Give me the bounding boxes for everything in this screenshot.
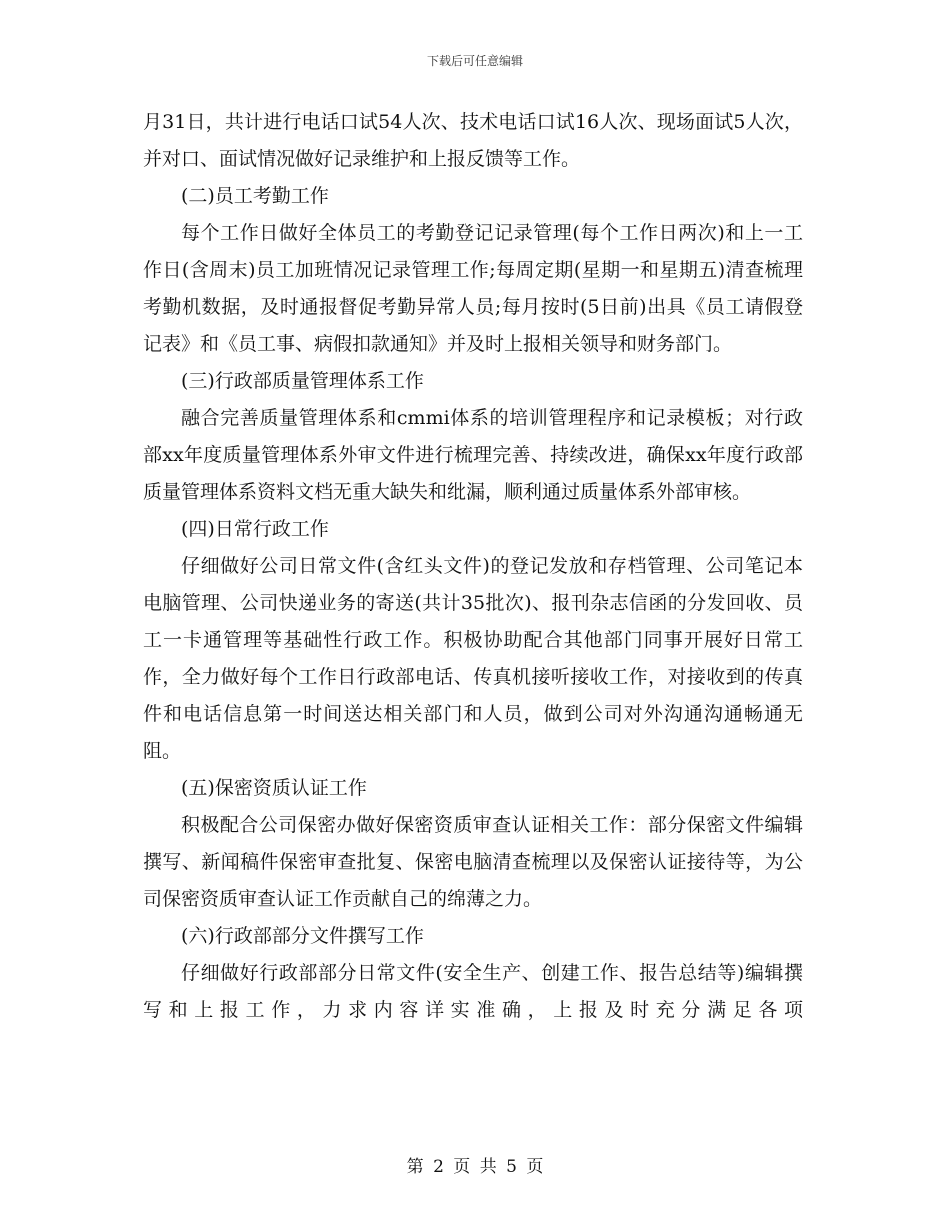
paragraph-confidentiality: 积极配合公司保密办做好保密资质审查认证相关工作：部分保密文件编辑撰写、新闻稿件保密审查批复、保密电脑清查梳理以及保密认证接待等，为公司保密资质审查认证工作贡献自己的绵薄之力。 xyxy=(143,814,803,910)
paragraph-attendance: 每个工作日做好全体员工的考勤登记记录管理(每个工作日两次)和上一工作日(含周末)员工加班情况记录管理工作;每周定期(星期一和星期五)清查梳理考勤机数据，及时通报督促考勤异常人员;每月按时(5日前)出具《员工请假登记表》和《员工事、病假扣款通知》并及时上报相关领导和财务部门。 xyxy=(143,222,803,355)
document-body xyxy=(143,104,803,1029)
section-heading-6: (六)行政部部分文件撰写工作 xyxy=(181,925,424,947)
paragraph-continued: 月31日，共计进行电话口试54人次、技术电话口试16人次、现场面试5人次，并对口、面试情况做好记录维护和上报反馈等工作。 xyxy=(143,111,803,170)
page-footer: 第 2 页 共 5 页 xyxy=(406,1157,544,1177)
section-heading-4: (四)日常行政工作 xyxy=(181,518,329,540)
section-heading-2: (二)员工考勤工作 xyxy=(181,185,329,207)
section-heading-3: (三)行政部质量管理体系工作 xyxy=(181,370,424,392)
paragraph-documents: 仔细做好行政部部分日常文件(安全生产、创建工作、报告总结等)编辑撰写和上报工作，力求内容详实准确，上报及时充分满足各项 xyxy=(143,962,803,1021)
page-header: 下载后可任意编辑 xyxy=(426,54,523,68)
section-heading-5: (五)保密资质认证工作 xyxy=(181,777,367,799)
paragraph-daily-admin: 仔细做好公司日常文件(含红头文件)的登记发放和存档管理、公司笔记本电脑管理、公司快递业务的寄送(共计35批次)、报刊杂志信函的分发回收、员工一卡通管理等基础性行政工作。积极协助配合其他部门同事开展好日常工作，全力做好每个工作日行政部电话、传真机接听接收工作，对接收到的传真件和电话信息第一时间送达相关部门和人员，做到公司对外沟通沟通畅通无阻。 xyxy=(143,555,803,762)
paragraph-quality: 融合完善质量管理体系和cmmi体系的培训管理程序和记录模板；对行政部xx年度质量管理体系外审文件进行梳理完善、持续改进，确保xx年度行政部质量管理体系资料文档无重大缺失和纰漏，顺利通过质量体系外部审核。 xyxy=(143,407,803,503)
